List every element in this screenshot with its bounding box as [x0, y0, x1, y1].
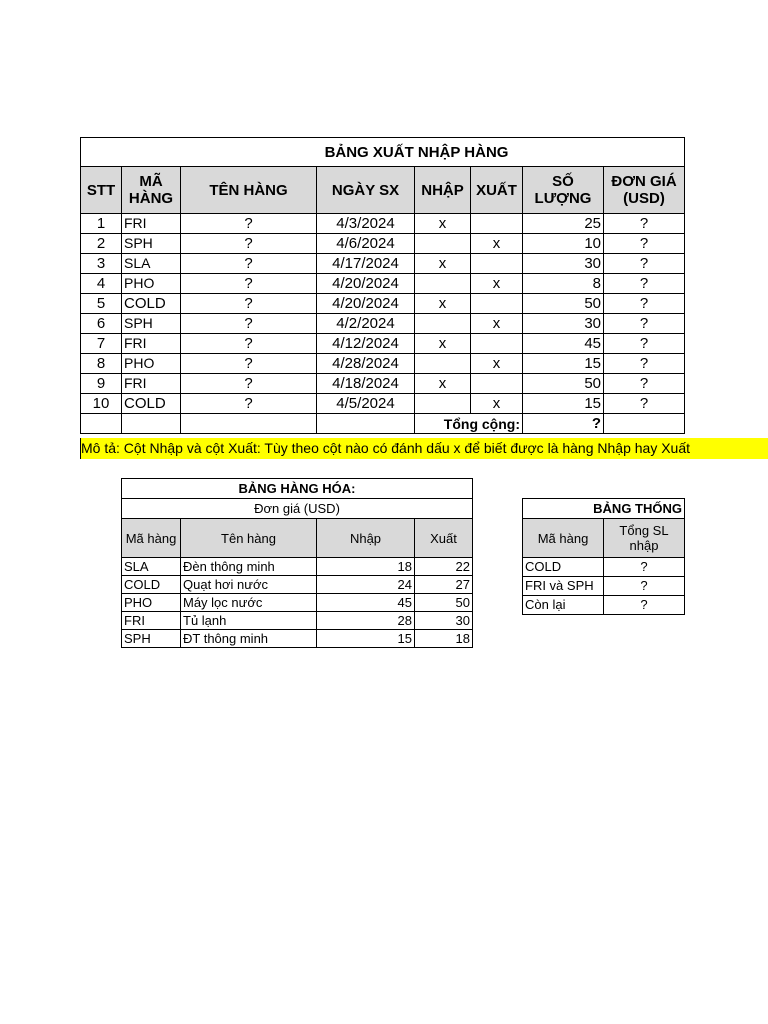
- row-unit-price: ?: [604, 214, 685, 234]
- row-product-name: ?: [181, 394, 317, 414]
- table-row: [523, 577, 685, 596]
- row-product-code: PHO: [122, 354, 181, 374]
- header-export: XUẤT: [471, 167, 523, 214]
- row-quantity: 30: [523, 314, 604, 334]
- header-unit-price: ĐƠN GIÁ (USD): [604, 167, 685, 214]
- table-row: [122, 612, 473, 630]
- table-row: [81, 254, 685, 274]
- row-stt: 6: [81, 314, 122, 334]
- row-import-mark: x: [415, 334, 471, 354]
- stats-product-code: COLD: [523, 558, 604, 577]
- product-table-title: BẢNG HÀNG HÓA:: [122, 479, 473, 499]
- table-row: [81, 334, 685, 354]
- row-product-code: SLA: [122, 254, 181, 274]
- row-product-name: ?: [181, 274, 317, 294]
- row-unit-price: ?: [604, 294, 685, 314]
- row-product-code: SPH: [122, 314, 181, 334]
- row-product-name: ?: [181, 234, 317, 254]
- product-export-price: 18: [415, 630, 473, 648]
- row-stt: 10: [81, 394, 122, 414]
- description-note: Mô tả: Cột Nhập và cột Xuất: Tùy theo cột nào có đánh dấu x để biết được là hàng Nhập hay Xuất: [80, 438, 768, 459]
- row-export-mark: x: [471, 394, 523, 414]
- row-unit-price: ?: [604, 374, 685, 394]
- main-table-title: BẢNG XUẤT NHẬP HÀNG: [81, 138, 685, 167]
- row-stt: 9: [81, 374, 122, 394]
- row-unit-price: ?: [604, 394, 685, 414]
- row-quantity: 8: [523, 274, 604, 294]
- row-product-name: ?: [181, 334, 317, 354]
- row-product-name: ?: [181, 354, 317, 374]
- statistics-table: [522, 498, 685, 615]
- row-product-code: FRI: [122, 334, 181, 354]
- row-quantity: 25: [523, 214, 604, 234]
- row-unit-price: ?: [604, 334, 685, 354]
- product-header-name: Tên hàng: [181, 519, 317, 558]
- stats-product-code: Còn lại: [523, 596, 604, 615]
- row-stt: 3: [81, 254, 122, 274]
- product-name: Quạt hơi nước: [181, 576, 317, 594]
- table-row: [523, 558, 685, 577]
- row-product-name: ?: [181, 214, 317, 234]
- row-product-code: COLD: [122, 394, 181, 414]
- total-label: Tổng cộng:: [415, 414, 523, 434]
- table-row: [81, 354, 685, 374]
- row-quantity: 10: [523, 234, 604, 254]
- row-product-name: ?: [181, 374, 317, 394]
- header-production-date: NGÀY SX: [317, 167, 415, 214]
- row-stt: 4: [81, 274, 122, 294]
- row-quantity: 15: [523, 354, 604, 374]
- stats-total-import: ?: [604, 577, 685, 596]
- row-product-code: FRI: [122, 374, 181, 394]
- product-header-export: Xuất: [415, 519, 473, 558]
- row-import-mark: [415, 394, 471, 414]
- row-export-mark: [471, 214, 523, 234]
- row-unit-price: ?: [604, 314, 685, 334]
- row-product-code: PHO: [122, 274, 181, 294]
- row-production-date: 4/28/2024: [317, 354, 415, 374]
- table-row: [81, 374, 685, 394]
- row-production-date: 4/18/2024: [317, 374, 415, 394]
- row-product-code: COLD: [122, 294, 181, 314]
- product-code: SLA: [122, 558, 181, 576]
- row-production-date: 4/17/2024: [317, 254, 415, 274]
- row-export-mark: x: [471, 314, 523, 334]
- row-stt: 8: [81, 354, 122, 374]
- table-row: [122, 630, 473, 648]
- table-row: [122, 594, 473, 612]
- row-unit-price: ?: [604, 234, 685, 254]
- total-value: ?: [523, 414, 604, 434]
- product-export-price: 50: [415, 594, 473, 612]
- row-production-date: 4/3/2024: [317, 214, 415, 234]
- header-product-name: TÊN HÀNG: [181, 167, 317, 214]
- product-code: SPH: [122, 630, 181, 648]
- statistics-table-title: BẢNG THỐNG: [523, 499, 685, 519]
- product-export-price: 22: [415, 558, 473, 576]
- product-code: FRI: [122, 612, 181, 630]
- product-table-subtitle: Đơn giá (USD): [122, 499, 473, 519]
- product-code: COLD: [122, 576, 181, 594]
- table-row: [523, 596, 685, 615]
- product-name: Đèn thông minh: [181, 558, 317, 576]
- product-import-price: 28: [317, 612, 415, 630]
- table-row: [81, 294, 685, 314]
- table-row: [81, 234, 685, 254]
- stats-product-code: FRI và SPH: [523, 577, 604, 596]
- row-unit-price: ?: [604, 254, 685, 274]
- row-import-mark: [415, 234, 471, 254]
- import-export-table: [80, 137, 685, 434]
- row-quantity: 45: [523, 334, 604, 354]
- product-export-price: 30: [415, 612, 473, 630]
- row-export-mark: x: [471, 234, 523, 254]
- product-name: Máy lọc nước: [181, 594, 317, 612]
- header-import: NHẬP: [415, 167, 471, 214]
- row-export-mark: [471, 294, 523, 314]
- row-export-mark: x: [471, 274, 523, 294]
- row-product-code: FRI: [122, 214, 181, 234]
- header-product-code: MÃ HÀNG: [122, 167, 181, 214]
- row-stt: 7: [81, 334, 122, 354]
- row-production-date: 4/20/2024: [317, 294, 415, 314]
- product-import-price: 18: [317, 558, 415, 576]
- row-quantity: 15: [523, 394, 604, 414]
- row-product-name: ?: [181, 314, 317, 334]
- header-stt: STT: [81, 167, 122, 214]
- row-quantity: 30: [523, 254, 604, 274]
- table-row: [122, 576, 473, 594]
- row-unit-price: ?: [604, 274, 685, 294]
- row-unit-price: ?: [604, 354, 685, 374]
- stats-header-total: Tổng SL nhập: [604, 519, 685, 558]
- product-import-price: 15: [317, 630, 415, 648]
- table-row: [81, 394, 685, 414]
- product-name: ĐT thông minh: [181, 630, 317, 648]
- row-import-mark: [415, 314, 471, 334]
- row-product-name: ?: [181, 294, 317, 314]
- row-production-date: 4/20/2024: [317, 274, 415, 294]
- row-quantity: 50: [523, 374, 604, 394]
- stats-total-import: ?: [604, 558, 685, 577]
- header-quantity: SỐ LƯỢNG: [523, 167, 604, 214]
- row-import-mark: x: [415, 214, 471, 234]
- product-table: [121, 478, 473, 648]
- row-export-mark: [471, 374, 523, 394]
- table-row: [122, 558, 473, 576]
- row-export-mark: [471, 254, 523, 274]
- stats-total-import: ?: [604, 596, 685, 615]
- row-import-mark: x: [415, 254, 471, 274]
- row-import-mark: x: [415, 374, 471, 394]
- product-header-import: Nhập: [317, 519, 415, 558]
- row-export-mark: x: [471, 354, 523, 374]
- table-row: [81, 274, 685, 294]
- product-name: Tủ lạnh: [181, 612, 317, 630]
- product-export-price: 27: [415, 576, 473, 594]
- product-header-code: Mã hàng: [122, 519, 181, 558]
- row-production-date: 4/6/2024: [317, 234, 415, 254]
- product-import-price: 24: [317, 576, 415, 594]
- row-product-name: ?: [181, 254, 317, 274]
- stats-header-code: Mã hàng: [523, 519, 604, 558]
- product-import-price: 45: [317, 594, 415, 612]
- row-stt: 5: [81, 294, 122, 314]
- row-stt: 1: [81, 214, 122, 234]
- product-code: PHO: [122, 594, 181, 612]
- row-quantity: 50: [523, 294, 604, 314]
- row-import-mark: x: [415, 294, 471, 314]
- row-import-mark: [415, 274, 471, 294]
- row-stt: 2: [81, 234, 122, 254]
- row-production-date: 4/12/2024: [317, 334, 415, 354]
- row-import-mark: [415, 354, 471, 374]
- row-production-date: 4/2/2024: [317, 314, 415, 334]
- table-row: [81, 214, 685, 234]
- row-product-code: SPH: [122, 234, 181, 254]
- table-row: [81, 314, 685, 334]
- row-production-date: 4/5/2024: [317, 394, 415, 414]
- row-export-mark: [471, 334, 523, 354]
- total-row: [81, 414, 685, 434]
